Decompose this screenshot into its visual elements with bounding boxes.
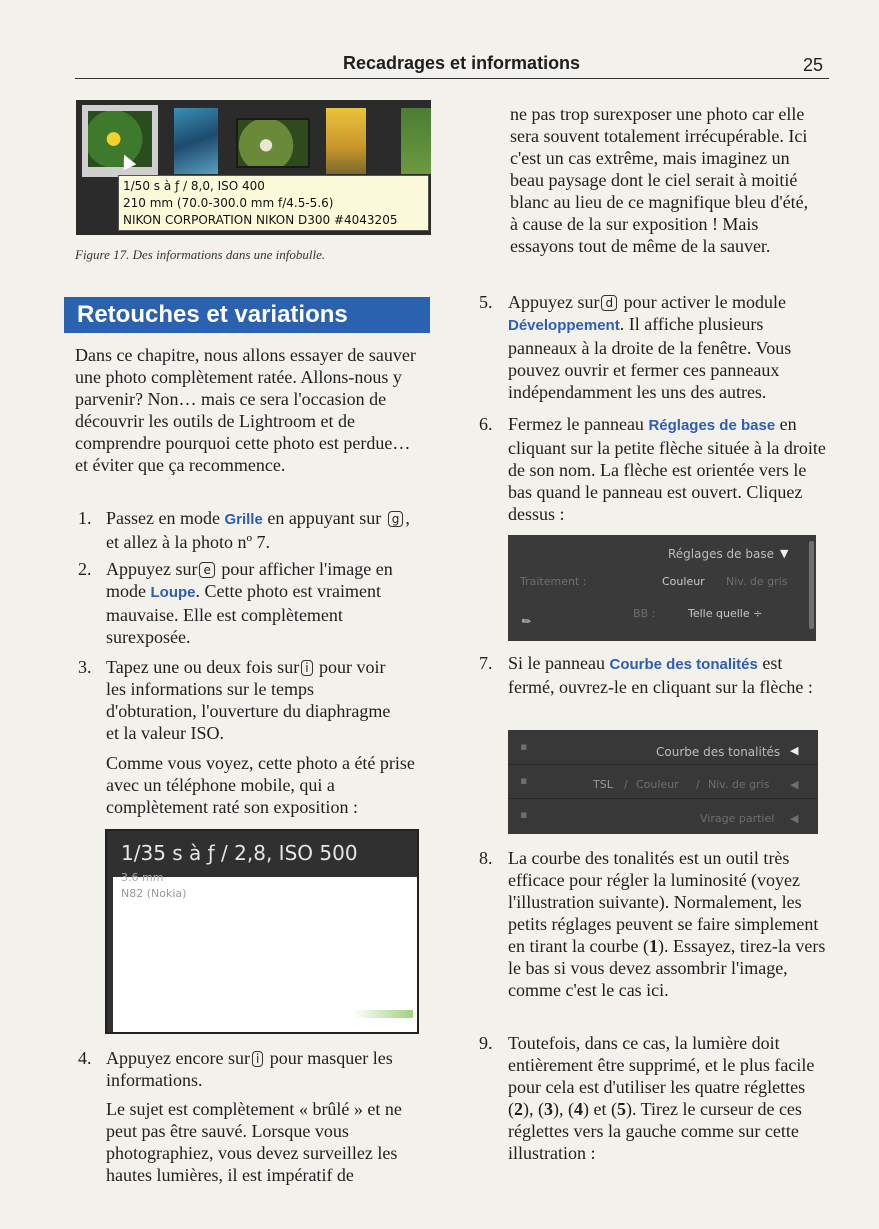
filmstrip-thumb xyxy=(326,108,366,174)
running-header-title: Recadrages et informations xyxy=(343,53,581,73)
callout-number: 4 xyxy=(574,1099,583,1119)
keyboard-key: g xyxy=(388,511,404,527)
step-5-text: Appuyez sur d pour activer le module Développement. Il affiche plusieurs panneaux à la droite de la fenêtre. Vous pouvez ouvrir et fermer ces panneaux indépendamment les uns des autres. xyxy=(508,292,792,402)
split-toning-title: Virage partiel xyxy=(700,812,775,825)
step-8-text: La courbe des tonalités est un outil très efficace pour régler la luminosité (voyez l'illustration suivante). Normalement, les petits réglages peuvent se faire simplement en tirant la courbe (1). Essayez, tirez-la vers le bas si vous devez assombrir l'image, comme c'est le cas ici. xyxy=(508,848,826,1000)
keyboard-key: i xyxy=(252,1051,263,1067)
callout-number: 1 xyxy=(648,936,658,956)
expand-arrow-icon[interactable]: ◀ xyxy=(790,812,799,825)
keyboard-key: e xyxy=(199,562,214,578)
collapse-arrow-icon[interactable]: ▼ xyxy=(780,547,789,560)
step-number: 5. xyxy=(479,292,493,312)
step-number: 9. xyxy=(479,1033,493,1053)
exposure-info: 1/35 s à ƒ / 2,8, ISO 500 xyxy=(121,841,358,865)
tab-separator: / xyxy=(696,778,700,791)
step-6-text: Fermez le panneau Réglages de base en cliquant sur la petite flèche située à la droite de son nom. La flèche est orientée vers le bas quand le panneau est ouvert. Cliquez dessus : xyxy=(508,414,826,524)
hsl-tab[interactable]: TSL xyxy=(593,778,613,791)
step-number: 7. xyxy=(479,653,493,673)
wb-select[interactable]: Telle quelle ÷ xyxy=(688,607,763,620)
keyword: Développement xyxy=(508,317,620,334)
basic-settings-panel xyxy=(508,535,816,641)
step-4-text: Appuyez encore sur i pour masquer les informations. xyxy=(106,1048,393,1090)
info-tooltip xyxy=(118,175,429,231)
panel-marker-icon: ▪ xyxy=(520,774,528,787)
panel-marker-icon: ▪ xyxy=(520,808,528,821)
panel-divider xyxy=(508,798,818,799)
figure-caption: Figure 17. Des informations dans une infobulle. xyxy=(75,247,326,262)
filmstrip-thumb xyxy=(401,108,431,174)
step-number: 8. xyxy=(479,848,493,868)
grayscale-tab[interactable]: Niv. de gris xyxy=(708,778,770,791)
eyedropper-icon[interactable]: ✎ xyxy=(518,613,535,630)
step-3-paragraph: Comme vous voyez, cette photo a été prise avec un téléphone mobile, qui a complètement raté son exposition : xyxy=(106,753,415,817)
frame-edge xyxy=(107,877,113,1032)
photo-info-overlay-figure xyxy=(105,829,419,1034)
filmstrip-thumb xyxy=(236,118,310,168)
callout-number: 3 xyxy=(544,1099,553,1119)
step-3-text: Tapez une ou deux fois sur i pour voir les informations sur le temps d'obturation, l'ouverture du diaphragme et la valeur ISO. xyxy=(106,657,391,743)
step-number: 3. xyxy=(78,657,92,677)
panel-scrollbar[interactable] xyxy=(809,541,814,629)
image-detail xyxy=(353,1010,413,1018)
step-2-text: Appuyez sur e pour afficher l'image en mode Loupe. Cette photo est vraiment mauvaise. Elle est complètement surexposée. xyxy=(106,559,393,647)
wb-label: BB : xyxy=(633,607,656,620)
panel-marker-icon: ▪ xyxy=(520,740,528,753)
keyboard-key: d xyxy=(601,295,617,311)
expand-arrow-icon[interactable]: ◀ xyxy=(790,778,799,791)
intro-paragraph: Dans ce chapitre, nous allons essayer de sauver une photo complètement ratée. Allons-nous y parvenir? Non… mais ce sera l'occasion de découvrir les outils de Lightroom et de comprendre pourquoi cette photo est perdue… et éviter que ça recommence. xyxy=(75,345,416,475)
camera-model-info: N82 (Nokia) xyxy=(121,887,187,900)
callout-number: 2 xyxy=(514,1099,523,1119)
expand-arrow-icon[interactable]: ◀ xyxy=(790,744,799,757)
step-4-paragraph: Le sujet est complètement « brûlé » et ne peut pas être sauvé. Lorsque vous photographiez, vous devez surveillez les hautes lumières, il est impératif de xyxy=(106,1099,402,1185)
step-9-text: Toutefois, dans ce cas, la lumière doit entièrement être supprimé, et le plus facile pour cela est d'utiliser les quatre réglettes (2), (3), (4) et (5). Tirez le curseur de ces réglettes vers la gauche comme sur cette illustration : xyxy=(508,1033,815,1163)
tab-separator: / xyxy=(624,778,628,791)
page-number: 25 xyxy=(803,55,824,75)
panel-title: Réglages de base xyxy=(668,547,774,561)
keyboard-key: i xyxy=(301,660,312,676)
tone-curve-title: Courbe des tonalités xyxy=(656,745,781,759)
step-number: 1. xyxy=(78,508,92,528)
focal-length-info: 3.6 mm xyxy=(121,871,164,884)
step-7-text: Si le panneau Courbe des tonalités est fermé, ouvrez-le en cliquant sur la flèche : xyxy=(508,653,813,697)
header-rule xyxy=(75,78,829,79)
panel-divider xyxy=(508,764,818,765)
treatment-label: Traitement : xyxy=(520,575,587,588)
callout-number: 5 xyxy=(616,1099,626,1119)
keyword: Grille xyxy=(224,511,263,528)
filmstrip-thumb-selected xyxy=(82,105,158,177)
tone-curve-panel-list xyxy=(508,730,818,834)
tooltip-line: 1/50 s à ƒ / 8,0, ISO 400 xyxy=(123,179,265,193)
filmstrip-thumb xyxy=(174,108,218,174)
tooltip-line: NIKON CORPORATION NIKON D300 #4043205 xyxy=(123,213,398,227)
keyword: Courbe des tonalités xyxy=(609,656,758,673)
step-number: 6. xyxy=(479,414,493,434)
keyword: Réglages de base xyxy=(648,417,776,434)
continued-paragraph: ne pas trop surexposer une photo car elle sera souvent totalement irrécupérable. Ici c'est un cas extrême, mais imaginez un beau paysage dont le ciel serait à moitié blanc au lieu de ce magnifique bleu d'été, à cause de la sur exposition ! Mais essayons tout de même de la sauver. xyxy=(510,104,809,256)
color-tab[interactable]: Couleur xyxy=(636,778,679,791)
tooltip-line: 210 mm (70.0-300.0 mm f/4.5-5.6) xyxy=(123,196,334,210)
treatment-color-option[interactable]: Couleur xyxy=(662,575,705,588)
step-1-text: Passez en mode Grille en appuyant sur g , et allez à la photo nº 7. xyxy=(106,508,410,552)
step-number: 2. xyxy=(78,559,92,579)
treatment-gray-option[interactable]: Niv. de gris xyxy=(726,575,788,588)
keyword: Loupe xyxy=(150,584,196,601)
section-title: Retouches et variations xyxy=(64,297,430,333)
step-number: 4. xyxy=(78,1048,92,1068)
